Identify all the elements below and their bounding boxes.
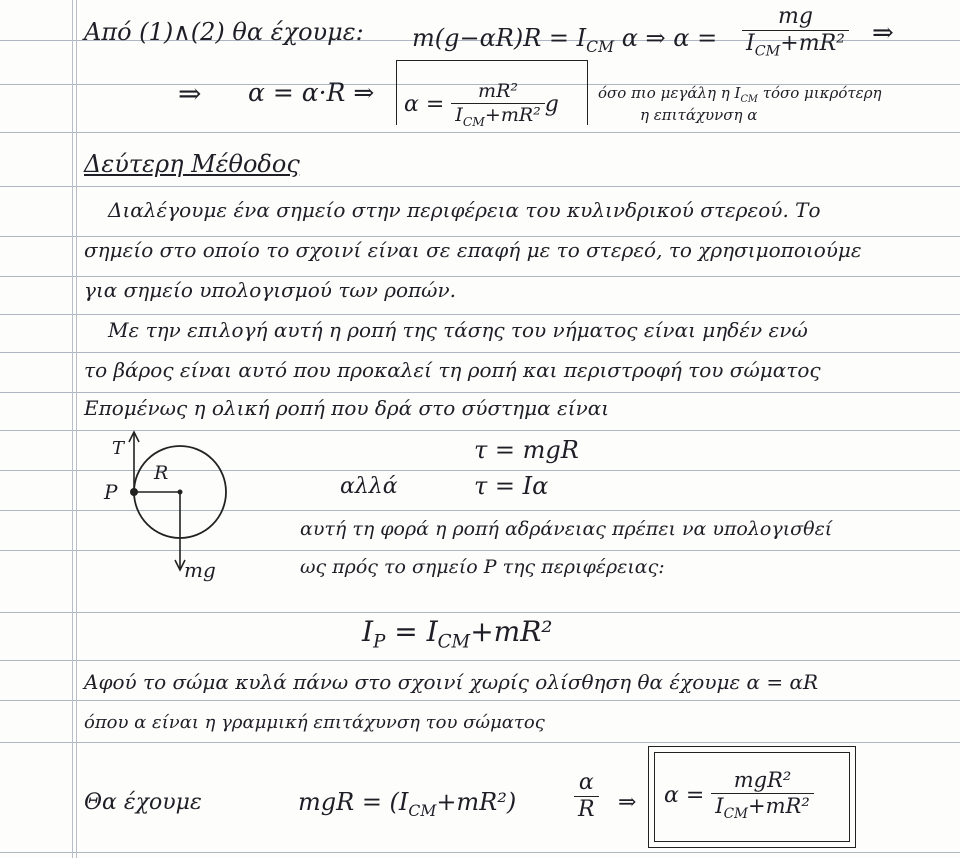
implies-arrow: ⇒	[178, 77, 202, 110]
text-line: Διαλέγουμε ένα σημείο στην περιφέρεια του κυλινδρικού στερεού. Το	[108, 198, 821, 222]
ruled-line	[0, 660, 960, 661]
ruled-line	[0, 314, 960, 315]
text-line: Με την επιλογή αυτή η ροπή της τάσης του νήματος είναι μηδέν ενώ	[108, 318, 808, 342]
remark-line-2: η επιτάχυνση α	[640, 106, 758, 124]
text-line: σημείο στο οποίο το σχοινί είναι σε επαφή με το στερεό, το χρησιμοποιούμε	[84, 238, 862, 262]
torque-weight-equation: τ = mgR	[474, 436, 579, 464]
remark-line-1: όσο πιο μεγάλη η $I_{CM}$ τόσο μικρότερη	[598, 84, 882, 105]
ruled-line	[0, 276, 960, 277]
text-line: αυτή τη φορά η ροπή αδράνειας πρέπει να υπολογισθεί	[300, 518, 833, 540]
margin-line	[76, 0, 77, 858]
final-fraction: $\frac{\alpha}{R}$	[574, 772, 599, 821]
ruled-line	[0, 186, 960, 187]
text-line: για σημείο υπολογισμού των ροπών.	[84, 278, 456, 302]
text-line: όπου α είναι η γραμμική επιτάχυνση του σώματος	[84, 712, 545, 733]
ruled-line	[0, 236, 960, 237]
point-p-dot	[130, 488, 138, 496]
implies-arrow: ⇒	[618, 790, 637, 815]
linear-angular-relation: α = α·R ⇒	[248, 78, 375, 107]
text-line: Αφού το σώμα κυλά πάνω στο σχοινί χωρίς ολίσθηση θα έχουμε α = αR	[84, 670, 819, 694]
final-equation: mgR = $(I_{CM}+mR^2)$	[298, 788, 517, 820]
label-tension: T	[112, 438, 125, 459]
ruled-line	[0, 700, 960, 701]
label-point-p: P	[104, 480, 118, 504]
text-line: Επομένως η ολική ροπή που δρά στο σύστημα είναι	[84, 396, 610, 420]
ruled-line	[0, 392, 960, 393]
alpha-fraction: $\frac{mg}{I_{CM}+mR^2}$	[742, 6, 849, 59]
final-intro: Θα έχουμε	[84, 790, 202, 815]
derivation-intro: Από (1)∧(2) θα έχουμε:	[84, 18, 364, 46]
boxed-result-2-formula: α = $\frac{\text{mgR²}}{I_{CM}+mR^2}$	[664, 770, 814, 822]
torque-inertia-equation: τ = Iα	[474, 472, 549, 500]
text-line: ως πρός το σημείο P της περιφέρειας:	[300, 556, 665, 578]
ruled-line	[0, 742, 960, 743]
implies-arrow: ⇒	[872, 18, 894, 48]
boxed-result-1-formula: α = $\frac{\text{mR²}}{I_{CM}+mR^2}$ g	[404, 80, 559, 129]
section-heading: Δεύτερη Μέθοδος	[84, 150, 300, 178]
label-radius: R	[154, 462, 169, 484]
ruled-line	[0, 132, 960, 133]
ruled-line	[0, 352, 960, 353]
ruled-line	[0, 612, 960, 613]
ruled-line	[0, 852, 960, 853]
parallel-axis-equation: $I_P = I_{CM}+mR^2$	[362, 615, 553, 653]
margin-line	[72, 0, 73, 858]
torque-equation: $m(g-\alpha R)R = I_{CM}$ α ⇒ α =	[412, 24, 718, 56]
label-weight: mg	[184, 558, 216, 582]
text-line: το βάρος είναι αυτό που προκαλεί τη ροπή και περιστροφή του σώματος	[84, 358, 821, 382]
but-word: αλλά	[340, 474, 398, 499]
